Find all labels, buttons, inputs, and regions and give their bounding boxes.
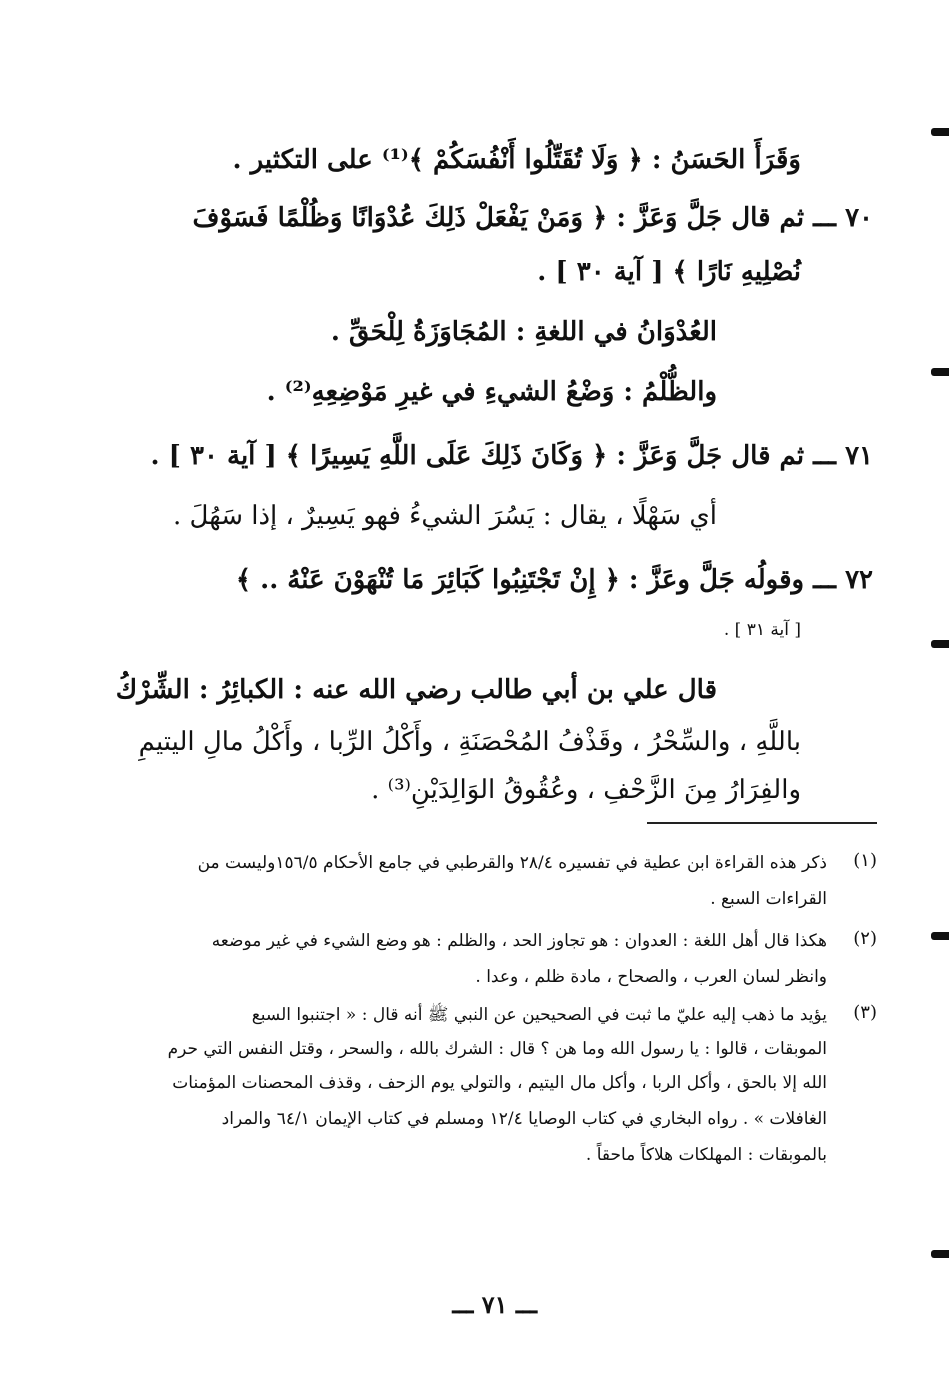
scan-edge-mark <box>931 368 949 376</box>
text-line-2: ٧٠ ـــ ثم قال جَلَّ وَعَزَّ : ﴿ وَمَنْ يَفْعَلْ ذَلِكَ عُدْوَانًا وَظُلْمًا فَسَوْفَ <box>192 203 873 233</box>
footnote-number-1: (١) <box>853 850 877 871</box>
footnote-2-line-1: هكذا قال أهل اللغة : العدوان : هو تجاوز الحد ، والظلم : هو وضع الشيء في غير موضعه <box>211 931 827 951</box>
text-line-1: وَقَرَأَ الحَسَنُ : ﴿ وَلَا تُقَتِّلُوا أَنْفُسَكُمْ ﴾⁽¹⁾ على التكثير . <box>232 145 801 175</box>
footnote-1-line-1: ذكر هذه القراءة ابن عطية في تفسيره ٢٨/٤ والقرطبي في جامع الأحكام ١٥٦/٥وليست من <box>197 853 827 873</box>
text-line-5: والظُّلْمُ : وَضْعُ الشيءِ في غيرِ مَوْضِعِهِ⁽²⁾ . <box>266 377 717 407</box>
footnote-3-line-2: الموبقات ، قالوا : يا رسول الله وما هن ؟ قال : الشرك بالله ، والسحر ، وقتل النفس التي حرم <box>167 1039 827 1059</box>
page-number: ـــ ٧١ ـــ <box>452 1290 537 1319</box>
footnote-3-line-4: الغافلات » . رواه البخاري في كتاب الوصايا ١٢/٤ ومسلم في كتاب الإيمان ٦٤/١ والمراد <box>221 1109 827 1129</box>
text-line-8: ٧٢ ـــ وقولُه جَلَّ وعَزَّ : ﴿ إِنْ تَجْتَنِبُوا كَبَائِرَ مَا تُنْهَوْنَ عَنْهُ .. ﴾ <box>235 565 873 595</box>
footnote-3-line-3: الله إلا بالحق ، وأكل الربا ، وأكل مال اليتيم ، والتولي يوم الزحف ، وقذف المحصنات المؤمنات <box>172 1073 827 1093</box>
footnote-number-3: (٣) <box>853 1002 877 1023</box>
footnote-2-line-2: وانظر لسان العرب ، والصحاح ، مادة ظلم ، وعدا . <box>475 967 827 987</box>
scan-edge-mark <box>931 640 949 648</box>
text-line-9: [ آية ٣١ ] . <box>723 620 801 640</box>
footnote-1-line-2: القراءات السبع . <box>710 889 827 909</box>
scan-edge-mark <box>931 1250 949 1258</box>
text-line-12: والفِرَارُ مِنَ الزَّحْفِ ، وعُقُوقُ الوَالِدَيْنِ⁽³⁾ . <box>371 775 801 805</box>
footnote-3-line-5: بالموبقات : المهلكات هلاكاً ماحقاً . <box>585 1145 827 1165</box>
text-line-10: قال علي بن أبي طالب رضي الله عنه : الكبائِرُ : الشِّرْكُ <box>115 675 717 705</box>
text-line-7: أي سَهْلًا ، يقال : يَسُرَ الشيءُ فهو يَسِيرٌ ، إذا سَهُلَ . <box>172 501 717 531</box>
text-line-4: العُدْوَانُ في اللغةِ : المُجَاوَزَةُ لِلْحَقِّ . <box>330 317 717 347</box>
scan-edge-mark <box>931 932 949 940</box>
scan-edge-mark <box>931 128 949 136</box>
text-line-3: نُصْلِيهِ نَارًا ﴾ [ آية ٣٠ ] . <box>537 257 801 287</box>
footnote-3-line-1: يؤيد ما ذهب إليه عليّ ما ثبت في الصحيحين عن النبي ﷺ أنه قال : « اجتنبوا السبع <box>251 1005 827 1025</box>
text-line-11: باللَّهِ ، والسِّحْرُ ، وقَذْفُ المُحْصَنَةِ ، وأَكْلُ الرِّبا ، وأَكْلُ مالِ اليتيمِ <box>138 727 801 757</box>
footnote-separator <box>647 822 877 824</box>
footnote-number-2: (٢) <box>853 928 877 949</box>
text-line-6: ٧١ ـــ ثم قال جَلَّ وَعَزَّ : ﴿ وَكَانَ ذَلِكَ عَلَى اللَّهِ يَسِيرًا ﴾ [ آية ٣٠ ] . <box>150 441 873 471</box>
